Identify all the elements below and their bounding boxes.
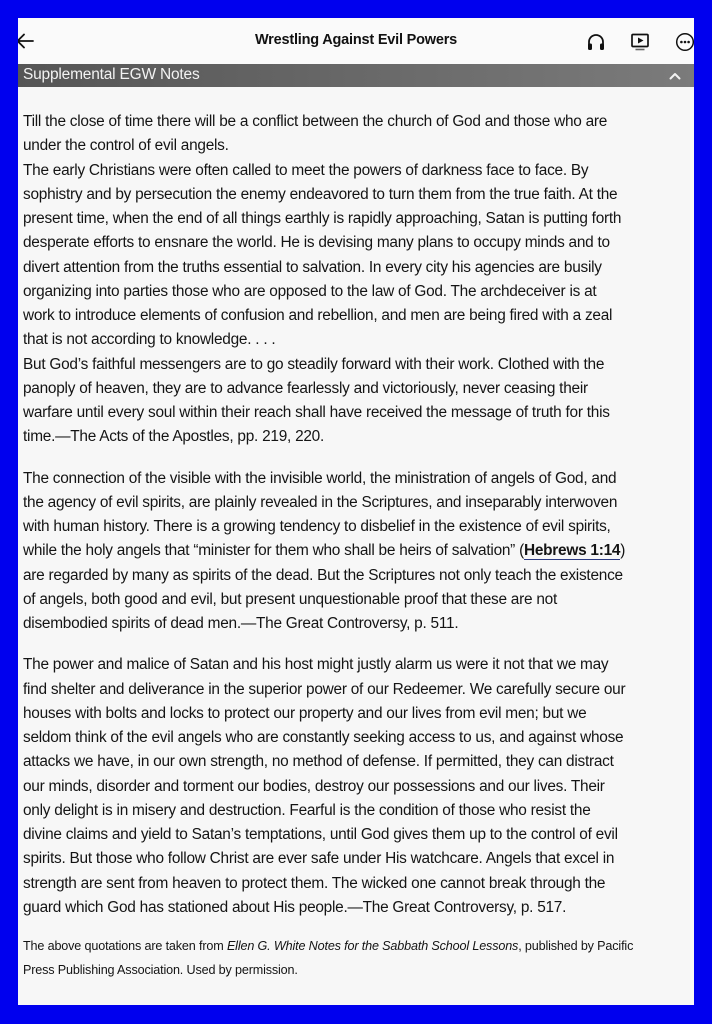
text-line: work to introduce elements of confusion and rebellion, and men are being fired with a zeal [23, 307, 613, 324]
page-title: Wrestling Against Evil Powers [254, 32, 458, 48]
text-line: organizing into parties those who are opposed to the law of God. The archdeceiver is at [23, 282, 597, 300]
chevron-up-icon[interactable] [668, 69, 682, 81]
text-line: divine claims and yield to Satan’s temptations, until God gives them up to the control of evil [23, 826, 618, 843]
text-line: our minds, disorder and torment our bodies, destroy our possessions and our lives. Their [23, 777, 605, 795]
attribution-footer [23, 934, 693, 982]
app-panel [18, 18, 694, 1005]
text-line: with human history. There is a growing tendency to disbelief in the existence of evil spirits, [23, 518, 611, 535]
text-line: The early Christians were often called to meet the powers of darkness face to face. By [23, 161, 589, 179]
text-line: panoply of heaven, they are to advance fearlessly and victoriously, never ceasing their [23, 379, 588, 397]
text-line: The connection of the visible with the invisible world, the ministration of angels of God, and [23, 469, 617, 487]
text-line: guard which God has stationed about His people.—The Great Controversy, p. 517. [23, 898, 567, 916]
text-line [23, 539, 693, 563]
text-segment: ) [620, 542, 626, 560]
text-line: But God’s faithful messengers are to go steadily forward with their work. Clothed with the [23, 355, 605, 373]
paragraph-great-controversy-517 [23, 653, 693, 920]
paragraph-acts-of-apostles [23, 110, 693, 450]
footer-line [23, 934, 693, 958]
section-header-supplemental-notes[interactable] [18, 64, 694, 87]
top-bar [18, 18, 694, 64]
text-line: desperate efforts to ensnare the world. He is devising many plans to occupy minds and to [23, 234, 610, 252]
text-line: find shelter and deliverance in the superior power of our Redeemer. We carefully secure our [23, 680, 626, 698]
text-line: seldom think of the evil angels who are constantly seeking access to us, and against whose [23, 729, 624, 746]
text-line: The power and malice of Satan and his host might justly alarm us were it not that we may [23, 656, 609, 674]
text-line: strength are sent from heaven to protect them. The wicked one cannot break through the [23, 874, 606, 892]
scripture-link-hebrews-1-14[interactable]: Hebrews 1:14 [523, 542, 621, 560]
paragraph-great-controversy-511 [23, 467, 693, 637]
text-line: time.—The Acts of the Apostles, pp. 219, 220. [23, 428, 325, 446]
headphones-icon[interactable] [585, 31, 607, 53]
text-segment: , published by Pacific [518, 939, 634, 953]
text-line: that is not according to knowledge. . . . [23, 331, 276, 349]
book-title: Ellen G. White Notes for the Sabbath School Lessons [226, 939, 519, 953]
text-line: spirits. But those who follow Christ are ever safe under His watchcare. Angels that excel in [23, 850, 615, 868]
text-line: warfare until every soul within their reach shall have received the message of truth for this [23, 404, 610, 421]
text-line: the agency of evil spirits, are plainly revealed in the Scriptures, and inseparably interwoven [23, 493, 618, 511]
text-line: only delight is in misery and destruction. Fearful is the condition of those who resist the [23, 801, 591, 819]
text-line: Till the close of time there will be a conflict between the church of God and those who are [23, 113, 608, 130]
text-line: divert attention from the truths essential to salvation. In every city his agencies are busily [23, 258, 602, 276]
text-line: are regarded by many as spirits of the dead. But the Scriptures not only teach the existence [23, 566, 623, 584]
text-segment: The above quotations are taken from [23, 939, 227, 953]
text-line: under the control of evil angels. [23, 137, 229, 155]
text-line: sophistry and by persecution the enemy endeavored to turn them from the true faith. At the [23, 185, 618, 203]
text-line: of angels, both good and evil, but present unquestionable proof that these are not [23, 590, 557, 608]
section-title: Supplemental EGW Notes [23, 66, 200, 83]
video-play-icon[interactable] [629, 31, 651, 53]
text-line: present time, when the end of all things earthly is rapidly approaching, Satan is putting forth [23, 210, 622, 227]
footer-line: Press Publishing Association. Used by permission. [23, 963, 298, 977]
notes-content [23, 110, 693, 982]
more-options-icon[interactable] [674, 31, 694, 53]
text-line: attacks we have, in our own strength, no method of defense. If permitted, they can distract [23, 753, 614, 771]
text-line: disembodied spirits of dead men.—The Great Controversy, p. 511. [23, 615, 459, 632]
text-line: houses with bolts and locks to protect our property and our lives from evil men; but we [23, 704, 587, 722]
text-segment: while the holy angels that “minister for them who shall be heirs of salvation” ( [23, 542, 524, 560]
